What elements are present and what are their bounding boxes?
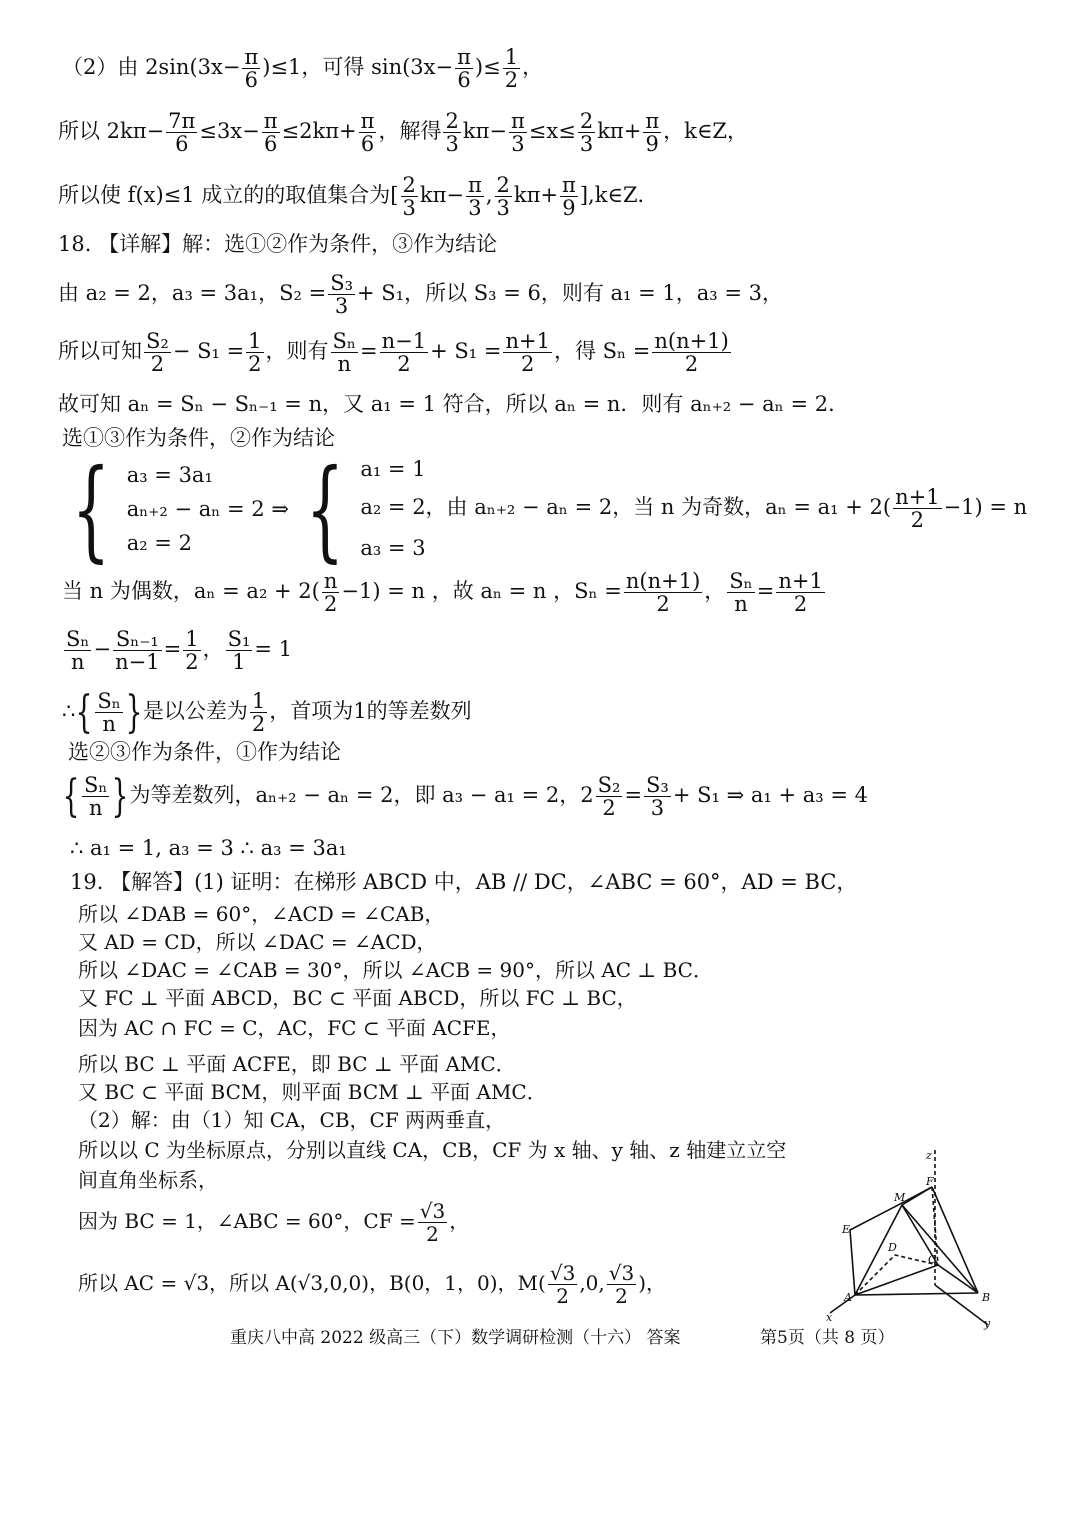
fraction: $\frac{\pi}{6}$ [457,45,471,92]
text: ∴ [62,699,76,723]
fraction: $\frac{\pi}{3}$ [510,109,525,156]
left-brace: { [75,686,93,738]
proof-line-9: 所以以 C 为坐标原点，分别以直线 CA，CB，CF 为 x 轴、y 轴、z 轴建立立空 [78,1138,787,1162]
text: ，得 Sₙ = [553,339,651,363]
text: 因为 BC = 1，∠ABC = 60°，CF = [78,1209,416,1233]
proof-line-3: 所以 ∠DAC = ∠CAB = 30°，所以 ∠ACB = 90°，所以 AC ⊥ BC． [78,958,713,982]
fraction: $\frac{1}{2}$ [248,329,262,376]
left-brace: { [305,444,344,573]
geometry-figure [820,1145,1010,1330]
fraction: $\frac{\text{Sₙ}}{n}$ [332,329,357,376]
label-E: E [842,1223,851,1236]
fraction: $\frac{2}{3}$ [445,109,459,156]
fraction: $\frac{1}{2}$ [185,627,199,674]
text: 所以 AC = √3，所以 A(√3,0,0)，B(0，1，0)，M( [78,1271,546,1295]
question-19-heading: 19. 【解答】(1) 证明：在梯形 ABCD 中，AB // DC，∠ABC = 60°，AD = BC， [70,870,858,894]
text: )， [638,1271,667,1295]
footer-page-number: 第5页（共 8 页） [760,1328,895,1348]
proof-line-11 [78,1200,469,1245]
proof-line-4: 又 FC ⊥ 平面 ABCD，BC ⊂ 平面 ABCD，所以 FC ⊥ BC， [78,986,637,1010]
fraction: $\frac{√3}{2}$ [419,1199,446,1246]
text: 由 a₂ = 2，a₃ = 3a₁，S₂ = [58,281,327,305]
text: a₂ = 2，由 aₙ₊₂ − aₙ = 2，当 n 为奇数，aₙ = a₁ + 2( [360,495,892,519]
text: ， [202,637,224,661]
fraction: $\frac{\text{Sₙ}}{n}$ [84,773,108,820]
label-y: y [984,1317,991,1330]
fraction: $\frac{\text{S₃}}{3}$ [646,773,669,820]
fraction: $\frac{2}{3}$ [402,173,416,220]
edge-MB [902,1205,978,1293]
text: a₂ = 2 [126,530,192,555]
line-13: 选②③作为条件，①作为结论 [68,740,341,764]
text: 当 n 为偶数，aₙ = a₂ + 2( [62,579,320,603]
fraction: $\frac{1}{2}$ [504,45,519,92]
line-5 [58,272,783,317]
fraction: $\frac{n}{2}$ [323,569,338,616]
text: + S₁ = [430,339,502,363]
proof-line-5: 因为 AC ∩ FC = C，AC，FC ⊂ 平面 ACFE， [78,1016,511,1040]
fraction: $\frac{n-1}{2}$ [381,329,427,376]
text: ，k∈Z， [663,119,749,143]
text: 为等差数列，aₙ₊₂ − aₙ = 2，即 a₃ − a₁ = 2，2 [129,783,594,807]
text: a₃ = 3a₁ [126,462,213,487]
proof-line-7: 又 BC ⊂ 平面 BCM，则平面 BCM ⊥ 平面 AMC． [78,1080,547,1104]
fraction: $\frac{2}{3}$ [496,173,510,220]
footer-title: 重庆八中高 2022 级高三（下）数学调研检测（十六） 答案 [230,1328,681,1348]
label-A: A [844,1291,852,1304]
text: ≤2kπ+ [281,119,357,143]
fraction: $\frac{7\pi}{6}$ [168,109,196,156]
label-z: z [926,1149,932,1162]
fraction: $\frac{\text{S₂}}{2}$ [146,329,169,376]
fraction: $\frac{\pi}{9}$ [562,173,576,220]
text: ≤3x− [199,119,260,143]
proof-line-8: （2）解：由（1）知 CA，CB，CF 两两垂直， [78,1108,506,1132]
left-brace: { [62,770,80,822]
fraction: $\frac{\text{Sₙ}}{n}$ [66,627,90,674]
fraction: $\frac{\pi}{3}$ [468,173,482,220]
text: = [624,783,643,807]
line-1 [62,46,543,91]
text: = [756,579,775,603]
fraction: $\frac{n(n+1)}{2}$ [654,329,729,376]
text: kπ+ [513,183,559,207]
text: 所以 2kπ− [58,119,165,143]
text: −1) = n [943,495,1028,519]
label-x: x [826,1311,833,1324]
fraction: $\frac{n+1}{2}$ [778,569,823,616]
text: ，首项为1的等差数列 [269,699,472,723]
text: = [163,637,182,661]
label-B: B [982,1291,991,1304]
text: = 1 [254,637,293,661]
text: ≤x≤ [528,119,576,143]
edge-AB [855,1293,978,1295]
text: kπ+ [597,119,642,143]
text: ,0, [579,1271,605,1295]
text: + S₁ ⇒ a₁ + a₃ = 4 [672,783,869,807]
text: )≤ [474,55,501,79]
line-2 [58,110,748,155]
question-18-heading: 18. 【详解】解：选①②作为条件，③作为结论 [58,232,498,256]
proof-line-12 [78,1262,666,1307]
text: ， [522,55,544,79]
fraction: $\frac{\text{S₃}}{3}$ [330,271,353,318]
text: ，则有 [265,339,329,363]
fraction: $\frac{\text{Sₙ}}{n}$ [729,569,753,616]
line-8: 选①③作为条件，②作为结论 [62,426,335,450]
fraction: $\frac{√3}{2}$ [608,1261,635,1308]
fraction: $\frac{\text{Sₙ₋₁}}{n-1}$ [115,627,160,674]
text: （2）由 [62,55,139,79]
left-brace: { [71,444,111,573]
fraction: $\frac{n+1}{2}$ [895,485,940,532]
edge-ADC [855,1255,938,1295]
text: 所以可知 [58,339,142,363]
line-6 [58,330,733,375]
fraction: $\frac{\pi}{6}$ [360,109,375,156]
edge-MF [902,1187,932,1205]
text: ， [704,579,726,603]
y-axis [935,1285,991,1325]
text: a₁ = 1 [360,457,426,481]
fraction: $\frac{\text{Sₙ}}{n}$ [97,689,121,736]
fraction: $\frac{√3}{2}$ [549,1261,576,1308]
fraction: $\frac{\text{S₂}}{2}$ [597,773,621,820]
text: 所以使 f(x)≤1 成立的的取值集合为[ [58,183,399,207]
text: ，解得 [378,119,442,143]
text: − S₁ = [172,339,245,363]
line-14 [62,770,869,822]
fraction: $\frac{n(n+1)}{2}$ [625,569,701,616]
line-10 [62,570,827,615]
line-7: 故可知 aₙ = Sₙ − Sₙ₋₁ = n，又 a₁ = 1 符合，所以 aₙ = n．则有 aₙ₊₂ − aₙ = 2． [58,392,850,416]
proof-line-1: 所以 ∠DAB = 60°，∠ACD = ∠CAB， [78,902,445,926]
text: , [485,183,493,207]
right-brace: } [125,686,143,738]
line-3 [58,174,659,219]
equation-system [62,444,1028,573]
right-brace: } [112,770,129,822]
fraction: $\frac{1}{2}$ [251,689,266,736]
text: ， [449,1209,470,1233]
fraction: $\frac{\pi}{9}$ [645,109,660,156]
fraction: $\frac{2}{3}$ [579,109,594,156]
system-right [360,452,1027,565]
label-M: M [894,1191,906,1204]
text: − [93,637,112,661]
label-C: C [928,1253,937,1266]
text: aₙ₊₂ − aₙ = 2 ⇒ [126,496,289,521]
label-F: F [926,1175,934,1188]
line-12 [62,686,472,738]
fraction: $\frac{\text{S₁}}{1}$ [227,627,251,674]
proof-line-10: 间直角坐标系， [78,1168,218,1192]
text: 是以公差为 [142,699,248,723]
text: kπ− [462,119,507,143]
fraction: $\frac{\pi}{6}$ [244,45,259,92]
text: 2sin(3x− [145,55,241,79]
line-15: ∴ a₁ = 1, a₃ = 3 ∴ a₃ = 3a₁ [70,836,347,860]
text: −1) = n ，故 aₙ = n ，Sₙ = [341,579,622,603]
proof-line-6: 所以 BC ⊥ 平面 ACFE，即 BC ⊥ 平面 AMC． [78,1052,516,1076]
line-11 [62,628,292,673]
fraction: $\frac{n+1}{2}$ [505,329,550,376]
text: )≤1，可得 sin(3x− [262,55,454,79]
text: kπ− [419,183,465,207]
system-left [127,458,289,560]
text: ],k∈Z． [579,183,659,207]
label-D: D [888,1241,897,1254]
text: = [360,339,378,363]
text: + S₁，所以 S₃ = 6，则有 a₁ = 1，a₃ = 3， [357,281,784,305]
text: a₃ = 3 [360,536,426,560]
proof-line-2: 又 AD = CD，所以 ∠DAC = ∠ACD， [78,930,437,954]
fraction: $\frac{\pi}{6}$ [263,109,278,156]
